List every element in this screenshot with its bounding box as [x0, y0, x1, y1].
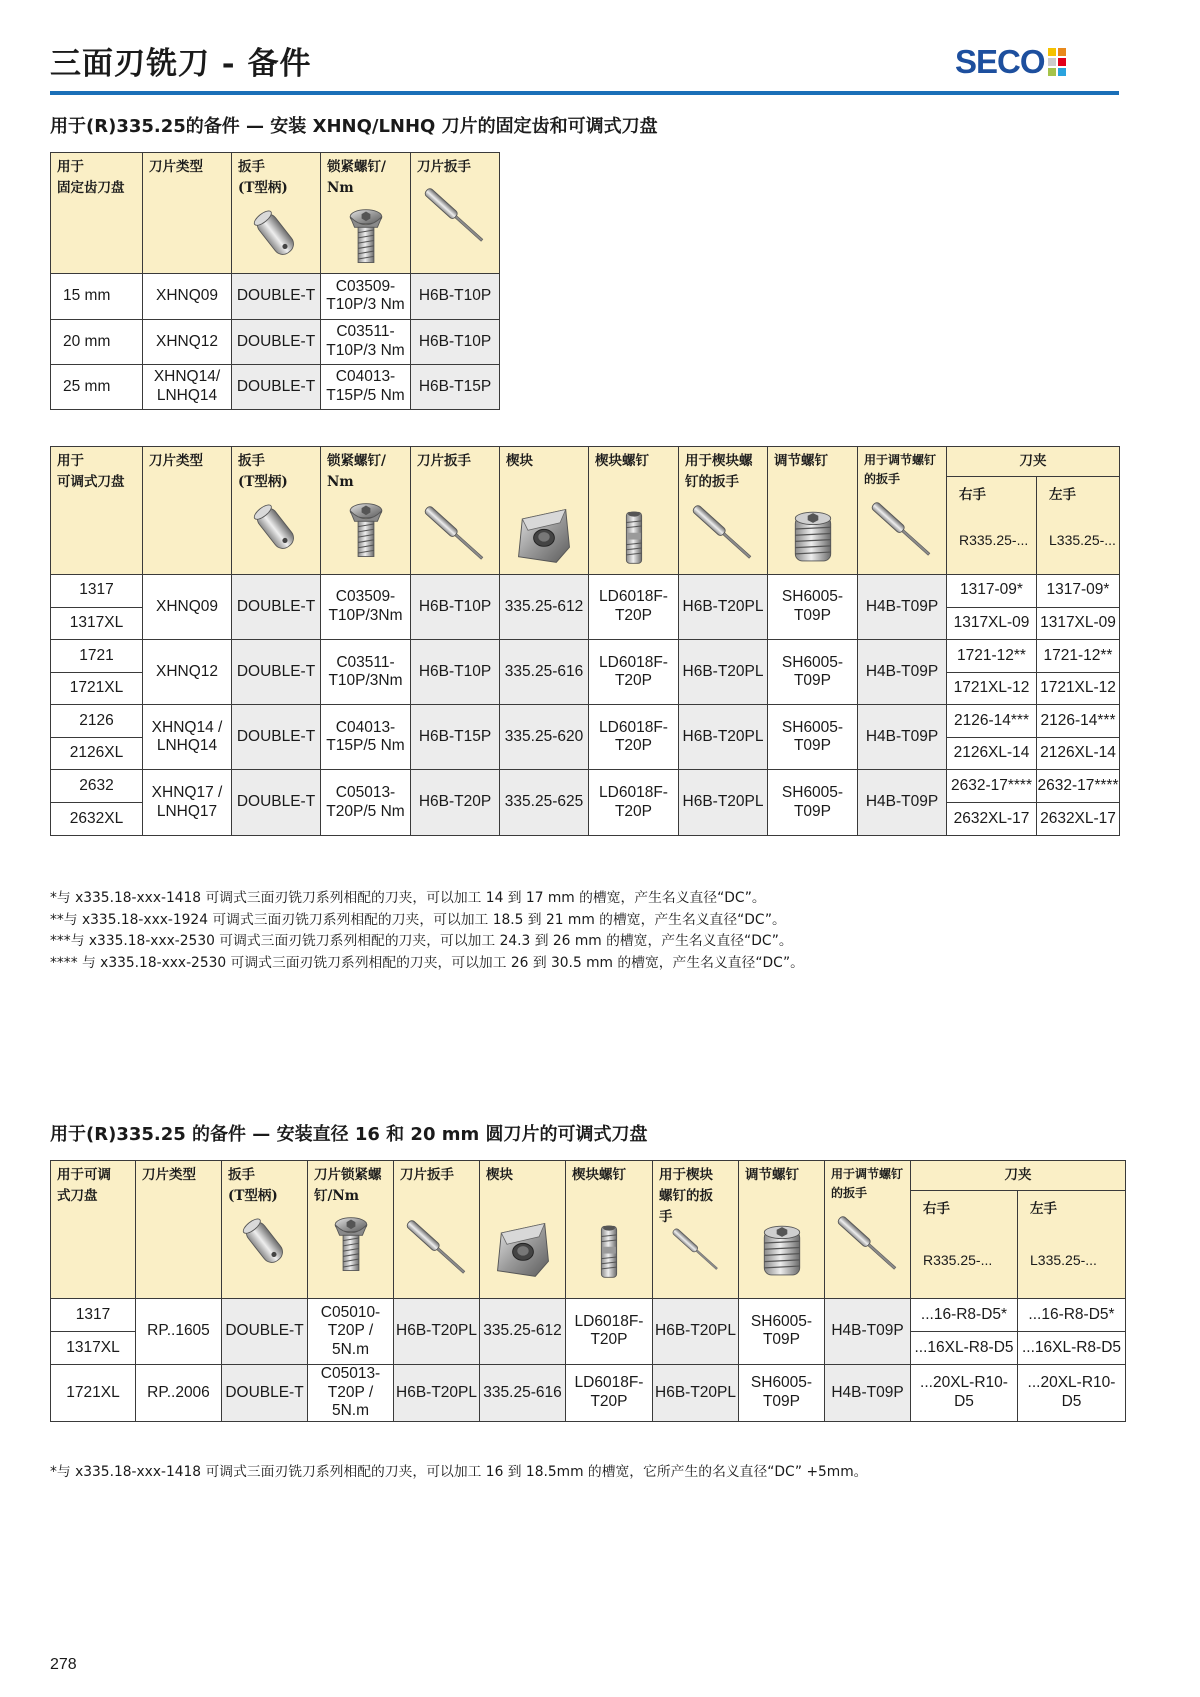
disc-size: 25 mm [51, 364, 143, 409]
logo-square [1058, 68, 1066, 76]
footnotes-section1 [50, 888, 804, 974]
header-insert-driver [411, 153, 500, 274]
header-wedge-screw-key [679, 447, 768, 575]
insert-type: RP..1605 [136, 1298, 222, 1364]
lock-screw: C04013- T15P/5 Nm [321, 364, 411, 409]
wedge-screw: LD6018F- T20P [589, 640, 679, 705]
header-t-key [232, 153, 321, 274]
screwdriver-icon [424, 184, 486, 248]
wedge: 335.25-616 [500, 640, 589, 705]
header-lock-screw-label: 锁紧螺钉/ Nm [327, 453, 386, 490]
header-t-key-label: 扳手 (T型柄) [228, 1167, 278, 1204]
cassette-left: 2126XL-14 [1037, 737, 1120, 770]
logo-mark-icon [1048, 48, 1066, 76]
header-right-hand [911, 1190, 1018, 1298]
insert-type: XHNQ09 [143, 273, 232, 319]
wedge-screw-key: H6B-T20PL [679, 705, 768, 770]
footnote: *与 x335.18-xxx-1418 可调式三面刃铣刀系列相配的刀夹，可以加工 16 到 18.5mm 的槽宽，它所产生的名义直径“DC” +5mm。 [50, 1464, 868, 1480]
adjusting-screw: SH6005- T09P [739, 1298, 825, 1364]
screwdriver-icon [871, 498, 933, 562]
header-adjusting-screw-key-label: 用于调节螺钉 的扳手 [864, 453, 937, 486]
t-key: DOUBLE-T [232, 364, 321, 409]
section-heading-round-insert: 用于(R)335.25 的备件 — 安装直径 16 和 20 mm 圆刀片的可调式刀盘 [50, 1124, 648, 1145]
header-left-hand [1018, 1190, 1126, 1298]
header-wedge-screw-key [653, 1161, 739, 1299]
insert-driver: H6B-T10P [411, 273, 500, 319]
adjusting-screw-key: H4B-T09P [858, 770, 947, 835]
t-key: DOUBLE-T [232, 319, 321, 364]
lock-screw: C05013- T20P / 5N.m [308, 1364, 394, 1421]
adjusting-screw-icon [755, 1220, 809, 1282]
lock-screw: C04013- T15P/5 Nm [321, 705, 411, 770]
fixed-disc-spare-parts-table [50, 152, 500, 410]
header-left-hand-label: 左手 [1049, 486, 1076, 503]
lock-screw: C03511- T10P/3 Nm [321, 319, 411, 364]
insert-driver: H6B-T10P [411, 574, 500, 639]
t-key: DOUBLE-T [232, 770, 321, 835]
screwdriver-icon [692, 501, 754, 565]
cassette-right: 2632XL-17 [947, 803, 1037, 836]
header-wedge-label: 楔块 [486, 1167, 513, 1183]
disc-type: 2126 [51, 705, 143, 738]
title-rule [50, 91, 1119, 95]
t-key: DOUBLE-T [232, 574, 321, 639]
table-row [51, 319, 500, 364]
lock-screw: C05010- T20P / 5N.m [308, 1298, 394, 1364]
cassette-right: 1317XL-09 [947, 607, 1037, 640]
header-right-hand [947, 476, 1037, 574]
t-key: DOUBLE-T [222, 1298, 308, 1364]
logo-square [1058, 48, 1066, 56]
cassette-right: 2126XL-14 [947, 737, 1037, 770]
left-hand-code: L335.25-... [1049, 531, 1116, 548]
header-lock-screw-label: 锁紧螺钉/ Nm [327, 159, 386, 196]
header-t-key [222, 1161, 308, 1299]
table-row [51, 705, 1120, 738]
header-wedge-screw-key-label: 用于楔块螺 钉的扳手 [685, 453, 753, 490]
table-row [51, 1364, 1126, 1421]
cassette-left: 2632-17**** [1037, 770, 1120, 803]
wedge-screw-key: H6B-T20PL [679, 770, 768, 835]
header-wedge-label: 楔块 [506, 453, 533, 469]
insert-driver: H6B-T15P [411, 364, 500, 409]
header-right-hand-label: 右手 [923, 1200, 950, 1217]
cassette-right: ...16-R8-D5* [911, 1298, 1018, 1331]
header-insert-lock-screw [308, 1161, 394, 1299]
header-insert-driver-label: 刀片扳手 [417, 159, 471, 175]
header-insert-type: 刀片类型 [136, 1161, 222, 1299]
header-lock-screw [321, 447, 411, 575]
disc-type: 1317 [51, 574, 143, 607]
torx-screw-icon [329, 1213, 373, 1277]
header-insert-driver-label: 刀片扳手 [417, 453, 471, 469]
lock-screw: C03509- T10P/3Nm [321, 574, 411, 639]
header-wedge-screw-label: 楔块螺钉 [595, 453, 649, 469]
footnotes-section2 [50, 1462, 867, 1484]
adjusting-screw-key: H4B-T09P [825, 1298, 911, 1364]
disc-type: 1721XL [51, 672, 143, 705]
torx-screw-icon [344, 499, 388, 563]
header-t-key-label: 扳手 (T型柄) [238, 159, 288, 196]
t-handle-key-icon [250, 499, 302, 559]
insert-driver: H6B-T15P [411, 705, 500, 770]
header-adjusting-screw-label: 调节螺钉 [774, 453, 828, 469]
header-wedge [500, 447, 589, 575]
wedge-icon [511, 502, 577, 568]
disc-type: 2632XL [51, 803, 143, 836]
t-key: DOUBLE-T [222, 1364, 308, 1421]
cassette-right: 1317-09* [947, 574, 1037, 607]
adjusting-screw: SH6005- T09P [768, 574, 858, 639]
header-adjusting-screw [768, 447, 858, 575]
header-insert-type: 刀片类型 [143, 447, 232, 575]
logo-square [1058, 58, 1066, 66]
page-title: 三面刃铣刀 - 备件 [50, 46, 312, 82]
right-hand-code: R335.25-... [959, 531, 1029, 548]
adjusting-screw: SH6005- T09P [768, 770, 858, 835]
screwdriver-icon [837, 1212, 899, 1276]
header-adjustable-disc: 用于可调 式刀盘 [51, 1161, 136, 1299]
wedge: 335.25-625 [500, 770, 589, 835]
cassette-left: 1317-09* [1037, 574, 1120, 607]
insert-type: XHNQ14/ LNHQ14 [143, 364, 232, 409]
disc-type: 1317XL [51, 607, 143, 640]
screwdriver-icon [424, 502, 486, 566]
left-hand-code: L335.25-... [1030, 1251, 1097, 1268]
wedge-screw-key: H6B-T20PL [653, 1298, 739, 1364]
lock-screw: C03511- T10P/3Nm [321, 640, 411, 705]
adjusting-screw-key: H4B-T09P [858, 705, 947, 770]
header-adjusting-screw [739, 1161, 825, 1299]
t-handle-key-icon [239, 1213, 291, 1273]
header-t-key [232, 447, 321, 575]
seco-logo [955, 44, 1066, 80]
footnote: ***与 x335.18-xxx-2530 可调式三面刃铣刀系列相配的刀夹，可以加工 24.3 到 26 mm 的槽宽，产生名义直径“DC”。 [50, 933, 793, 949]
disc-size: 20 mm [51, 319, 143, 364]
screwdriver-icon [668, 1226, 724, 1274]
wedge-screw: LD6018F- T20P [566, 1298, 653, 1364]
adjusting-screw-key: H4B-T09P [858, 574, 947, 639]
insert-driver: H6B-T20P [411, 770, 500, 835]
header-insert-lock-screw-label: 刀片锁紧螺 钉/Nm [314, 1167, 382, 1204]
wedge: 335.25-612 [480, 1298, 566, 1364]
logo-square [1048, 48, 1056, 56]
header-wedge [480, 1161, 566, 1299]
t-key: DOUBLE-T [232, 705, 321, 770]
disc-type: 2632 [51, 770, 143, 803]
adjusting-screw-key: H4B-T09P [858, 640, 947, 705]
header-adjusting-screw-label: 调节螺钉 [745, 1167, 799, 1183]
adjusting-screw: SH6005- T09P [739, 1364, 825, 1421]
table-row [51, 273, 500, 319]
header-t-key-label: 扳手 (T型柄) [238, 453, 288, 490]
wedge-screw-key: H6B-T20PL [679, 640, 768, 705]
cassette-left: ...16-R8-D5* [1018, 1298, 1126, 1331]
header-adjusting-screw-key-label: 用于调节螺钉 的扳手 [831, 1167, 904, 1200]
header-insert-driver-label: 刀片扳手 [400, 1167, 454, 1183]
header-insert-driver [411, 447, 500, 575]
adjusting-screw: SH6005- T09P [768, 640, 858, 705]
header-wedge-screw [566, 1161, 653, 1299]
header-cassette: 刀夹 [947, 447, 1120, 477]
adjusting-screw: SH6005- T09P [768, 705, 858, 770]
cassette-right: 2632-17**** [947, 770, 1037, 803]
logo-square [1048, 68, 1056, 76]
insert-driver: H6B-T20PL [394, 1364, 480, 1421]
insert-type: XHNQ12 [143, 319, 232, 364]
insert-type: XHNQ17 / LNHQ17 [143, 770, 232, 835]
header-fixed-disc: 用于 固定齿刀盘 [51, 153, 143, 274]
wedge-screw: LD6018F- T20P [589, 770, 679, 835]
insert-type: RP..2006 [136, 1364, 222, 1421]
insert-driver: H6B-T10P [411, 319, 500, 364]
disc-type: 2126XL [51, 737, 143, 770]
wedge-screw-key: H6B-T20PL [653, 1364, 739, 1421]
cassette-right: 1721-12** [947, 640, 1037, 673]
header-insert-type: 刀片类型 [143, 153, 232, 274]
lock-screw: C05013- T20P/5 Nm [321, 770, 411, 835]
header-left-hand-label: 左手 [1030, 1200, 1057, 1217]
wedge-icon [490, 1216, 556, 1282]
footnote: **与 x335.18-xxx-1924 可调式三面刃铣刀系列相配的刀夹，可以加工 18.5 到 21 mm 的槽宽，产生名义直径“DC”。 [50, 911, 786, 928]
cassette-left: 2632XL-17 [1037, 803, 1120, 836]
insert-driver: H6B-T20PL [394, 1298, 480, 1364]
table-row [51, 770, 1120, 803]
disc-type: 1721 [51, 640, 143, 673]
wedge-screw-icon [592, 1220, 626, 1282]
insert-driver: H6B-T10P [411, 640, 500, 705]
cassette-left: 2126-14*** [1037, 705, 1120, 738]
cassette-left: 1721-12** [1037, 640, 1120, 673]
insert-type: XHNQ09 [143, 574, 232, 639]
wedge: 335.25-612 [500, 574, 589, 639]
adjusting-screw-key: H4B-T09P [825, 1364, 911, 1421]
logo-text: SECO [955, 43, 1045, 80]
t-handle-key-icon [250, 205, 302, 265]
t-key: DOUBLE-T [232, 273, 321, 319]
cassette-left: ...20XL-R10-D5 [1018, 1364, 1126, 1421]
logo-square [1048, 58, 1056, 66]
adjustable-disc-spare-parts-table [50, 446, 1120, 836]
disc-type: 1317XL [51, 1331, 136, 1364]
section-heading-fixed-adjustable: 用于(R)335.25的备件 — 安装 XHNQ/LNHQ 刀片的固定齿和可调式刀盘 [50, 116, 658, 137]
screwdriver-icon [406, 1216, 468, 1280]
wedge-screw-key: H6B-T20PL [679, 574, 768, 639]
page-number: 278 [50, 1656, 77, 1673]
header-adjusting-screw-key [858, 447, 947, 575]
cassette-right: ...20XL-R10-D5 [911, 1364, 1018, 1421]
header-adjustable-disc: 用于 可调式刀盘 [51, 447, 143, 575]
header-right-hand-label: 右手 [959, 486, 986, 503]
round-insert-spare-parts-table [50, 1160, 1126, 1422]
header-wedge-screw-label: 楔块螺钉 [572, 1167, 626, 1183]
table-row [51, 640, 1120, 673]
header-cassette: 刀夹 [911, 1161, 1126, 1191]
wedge-screw: LD6018F- T20P [566, 1364, 653, 1421]
cassette-left: 1721XL-12 [1037, 672, 1120, 705]
cassette-right: 2126-14*** [947, 705, 1037, 738]
header-insert-driver [394, 1161, 480, 1299]
header-wedge-screw-key-label: 用于楔块 螺钉的扳 手 [659, 1167, 713, 1225]
insert-type: XHNQ14 / LNHQ14 [143, 705, 232, 770]
t-key: DOUBLE-T [232, 640, 321, 705]
disc-type: 1721XL [51, 1364, 136, 1421]
header-wedge-screw [589, 447, 679, 575]
insert-type: XHNQ12 [143, 640, 232, 705]
disc-size: 15 mm [51, 273, 143, 319]
cassette-left: 1317XL-09 [1037, 607, 1120, 640]
table-row [51, 1298, 1126, 1331]
wedge: 335.25-616 [480, 1364, 566, 1421]
cassette-left: ...16XL-R8-D5 [1018, 1331, 1126, 1364]
wedge: 335.25-620 [500, 705, 589, 770]
right-hand-code: R335.25-... [923, 1251, 993, 1268]
table-row [51, 364, 500, 409]
wedge-screw: LD6018F- T20P [589, 574, 679, 639]
footnote: *与 x335.18-xxx-1418 可调式三面刃铣刀系列相配的刀夹，可以加工 14 到 17 mm 的槽宽，产生名义直径“DC”。 [50, 890, 766, 906]
header-adjusting-screw-key [825, 1161, 911, 1299]
cassette-right: ...16XL-R8-D5 [911, 1331, 1018, 1364]
table-row [51, 574, 1120, 607]
footnote: **** 与 x335.18-xxx-2530 可调式三面刃铣刀系列相配的刀夹，可以加工 26 到 30.5 mm 的槽宽，产生名义直径“DC”。 [50, 954, 804, 971]
header-lock-screw [321, 153, 411, 274]
wedge-screw-icon [617, 506, 651, 568]
disc-type: 1317 [51, 1298, 136, 1331]
lock-screw: C03509- T10P/3 Nm [321, 273, 411, 319]
cassette-right: 1721XL-12 [947, 672, 1037, 705]
adjusting-screw-icon [786, 506, 840, 568]
torx-screw-icon [344, 205, 388, 269]
wedge-screw: LD6018F- T20P [589, 705, 679, 770]
header-left-hand [1037, 476, 1120, 574]
